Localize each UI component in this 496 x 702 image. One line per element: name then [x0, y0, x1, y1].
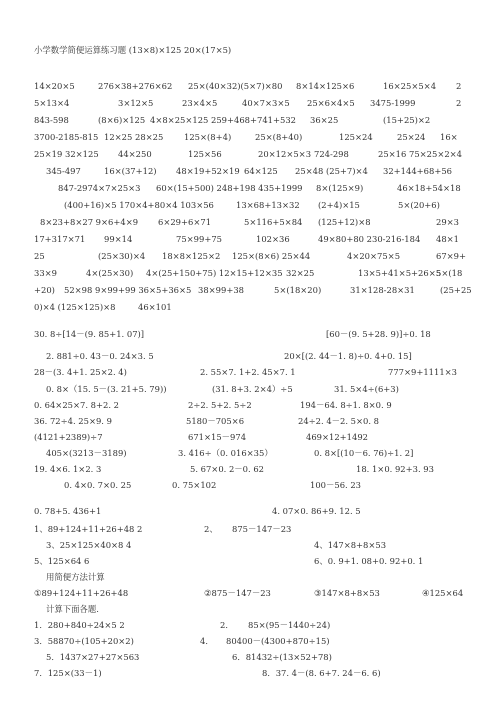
problem-text: 38×99+38: [198, 285, 245, 295]
problem-text: 4×20×75×5: [347, 251, 401, 261]
problem-text: 29×3: [436, 217, 460, 227]
problem-text: 13×5+41×5+26×5: [358, 268, 442, 278]
problem-line: [0, 447, 496, 459]
problem-text: 85×(95－1440÷24): [248, 620, 331, 630]
problem-text: 30. 8÷[14－(9. 85+1. 07)]: [34, 329, 145, 339]
problem-text: 6．81432÷(13×52+78): [232, 652, 332, 662]
problem-line: [0, 651, 496, 663]
problem-text: 405×(3213－3189): [46, 448, 127, 458]
problem-text: 4×(25+150+75) 12×15+12×35: [146, 268, 283, 278]
problem-line: [0, 182, 496, 194]
problem-text: (31. 8+3. 2×4）÷5: [212, 384, 293, 394]
problem-line: [0, 431, 496, 443]
problem-text: 4. 07×0. 86+9. 12. 5: [272, 506, 361, 516]
problem-text: 0)×4 (125×125)×8: [34, 302, 116, 312]
problem-text: 25×24: [397, 132, 426, 142]
problem-text: 4×(25×30): [86, 268, 134, 278]
problem-text: 52×98 9×99+99 36×5+36×5: [64, 285, 192, 295]
problem-text: 5．1437×27+27×563: [46, 652, 140, 662]
problem-text: 0. 8×[(10－6. 76)÷1. 2]: [314, 448, 414, 458]
problem-text: 25×(8+40): [255, 132, 303, 142]
problem-text: 44×250: [118, 149, 152, 159]
problem-line: [0, 366, 496, 378]
problem-text: 64×125: [244, 166, 278, 176]
problem-text: (15+25)×2: [383, 115, 431, 125]
problem-line: [0, 587, 496, 599]
problem-text: 2、: [204, 524, 218, 534]
problem-text: 用简便方法计算: [46, 572, 105, 582]
problem-text: (2+4)×15: [318, 200, 360, 210]
problem-text: 5. 67×0. 2－0. 62: [190, 464, 264, 474]
problem-text: 2: [456, 81, 462, 91]
problem-text: 4×8×25×125 259+468+741+532: [150, 115, 297, 125]
problem-text: 5、125×64 6: [34, 556, 90, 566]
problem-line: [0, 523, 496, 535]
problem-text: 469×12+1492: [306, 432, 368, 442]
problem-text: 4．: [200, 636, 214, 646]
problem-text: [60－(9. 5+28. 9)]÷0. 18: [326, 329, 431, 339]
problem-text: 25×6×4×5: [307, 98, 355, 108]
problem-text: 125×(8+4): [184, 132, 232, 142]
problem-text: 276×38+276×62: [98, 81, 173, 91]
problem-text: 24÷2. 4－2. 5×0. 8: [298, 416, 380, 426]
problem-text: 23×4×5: [182, 98, 218, 108]
problem-line: [0, 165, 496, 177]
problem-text: 194－64. 8÷1. 8×0. 9: [300, 400, 392, 410]
problem-text: (125+12)×8: [318, 217, 371, 227]
problem-line: [0, 603, 496, 615]
problem-text: 28－(3. 4+1. 25×2. 4): [34, 367, 127, 377]
title-text: 小学数学简便运算练习题 (13×8)×125 20×(17×5): [34, 45, 232, 55]
problem-line: [0, 301, 496, 313]
problem-text: 67×9+: [436, 251, 467, 261]
problem-text: 1．280+840÷24×5 2: [34, 620, 125, 630]
problem-text: 724-298: [314, 149, 349, 159]
problem-text: (25×30)×4: [98, 251, 146, 261]
problem-text: 32+144+68+56: [383, 166, 453, 176]
problem-text: 99×14: [104, 234, 133, 244]
problem-text: ④125×64: [422, 588, 464, 598]
problem-line: [0, 267, 496, 279]
problem-text: 25×16 75×25×2×4: [378, 149, 463, 159]
problem-line: [0, 619, 496, 631]
problem-text: 19. 4×6. 1×2. 3: [34, 464, 102, 474]
problem-text: 16×: [440, 132, 458, 142]
problem-text: 5×(20+6): [398, 200, 440, 210]
problem-text: 5×(18: [436, 268, 463, 278]
problem-line: [0, 148, 496, 160]
problem-text: 5180－705×6: [186, 416, 245, 426]
problem-text: 20×12×5×3: [258, 149, 312, 159]
problem-line: [0, 667, 496, 679]
problem-text: 33×9: [34, 268, 58, 278]
problem-text: ③147×8+8×53: [314, 588, 380, 598]
problem-text: 32×25: [286, 268, 315, 278]
problem-text: 2．: [220, 620, 234, 630]
problem-text: 1、89+124+11+26+48 2: [34, 524, 143, 534]
problem-line: [0, 350, 496, 362]
problem-text: 16×25×5×4: [383, 81, 437, 91]
problem-text: 75×99+75: [176, 234, 223, 244]
problem-text: 3．58870÷(105+20×2): [34, 636, 134, 646]
problem-text: (25+25: [440, 285, 472, 295]
problem-text: 125×(8×6) 25×44: [232, 251, 311, 261]
problem-line: [0, 635, 496, 647]
worksheet-title: [0, 44, 496, 56]
problem-text: 8×(125×9): [316, 183, 364, 193]
problem-text: 4、147×8+8×53: [314, 540, 387, 550]
problem-text: 25×(40×32)(5×7)×80: [188, 81, 283, 91]
problem-text: 100－56. 23: [310, 480, 361, 490]
problem-text: 2÷2. 5+2. 5÷2: [188, 400, 252, 410]
problem-text: 3475-1999: [370, 98, 416, 108]
problem-text: (4121+2389)÷7: [34, 432, 103, 442]
problem-text: 7．125×(33－1): [34, 668, 102, 678]
problem-line: [0, 233, 496, 245]
problem-line: [0, 383, 496, 395]
problem-text: 13×68+13×32: [236, 200, 300, 210]
problem-text: 843-598: [34, 115, 69, 125]
problem-text: 20×[(2. 44－1. 8)÷0. 4+0. 15]: [284, 351, 412, 361]
problem-text: 14×20×5: [34, 81, 75, 91]
problem-text: 18. 1×0. 92+3. 93: [356, 464, 434, 474]
problem-text: 8×14×125×6: [296, 81, 355, 91]
problem-text: 847-2974×7×25×3: [58, 183, 141, 193]
problem-line: [0, 463, 496, 475]
problem-line: [0, 97, 496, 109]
problem-text: 46×18+54×18: [397, 183, 461, 193]
problem-text: 875－147－23: [232, 524, 292, 534]
problem-text: 6、0. 9+1. 08+0. 92+0. 1: [314, 556, 424, 566]
problem-line: [0, 571, 496, 583]
problem-text: (8×6)×125: [98, 115, 146, 125]
problem-line: [0, 131, 496, 143]
problem-text: 345-497: [46, 166, 81, 176]
problem-text: 25: [34, 251, 45, 261]
problem-text: 18×8×125×2: [162, 251, 221, 261]
problem-text: 16×(37+12): [104, 166, 157, 176]
problem-text: 36×25: [310, 115, 339, 125]
problem-text: 0. 8×（15. 5－(3. 21+5. 79)): [46, 384, 167, 394]
problem-line: [0, 114, 496, 126]
problem-line: [0, 399, 496, 411]
problem-text: 0. 75×102: [172, 480, 217, 490]
problem-line: [0, 284, 496, 296]
problem-text: ②875－147－23: [204, 588, 271, 598]
problem-text: ①89+124+11+26+48: [34, 588, 129, 598]
problem-text: 0. 4×0. 7×0. 25: [64, 480, 132, 490]
problem-text: 5×13×4: [34, 98, 70, 108]
problem-text: 5×(18×20): [274, 285, 322, 295]
problem-text: 125×56: [188, 149, 222, 159]
problem-text: 8．37. 4－(8. 6+7. 24－6. 6): [262, 668, 381, 678]
problem-text: 12×25 28×25: [104, 132, 164, 142]
problem-text: 6×29+6×71: [158, 217, 212, 227]
problem-text: 3. 416÷（0. 016×35）: [178, 448, 273, 458]
problem-text: 49×80+80 230-216-184: [318, 234, 421, 244]
problem-text: 计算下面各题.: [46, 604, 99, 614]
problem-text: (400+16)×5 170×4+80×4 103×56: [64, 200, 214, 210]
problem-line: [0, 80, 496, 92]
problem-line: [0, 555, 496, 567]
problem-text: 48×19+52×19: [176, 166, 240, 176]
problem-text: 36. 72÷4. 25×9. 9: [34, 416, 112, 426]
problem-text: 125×24: [339, 132, 373, 142]
problem-text: 80400－(4300+870÷15): [226, 636, 330, 646]
problem-text: 48×1: [436, 234, 460, 244]
problem-text: 102×36: [256, 234, 290, 244]
problem-text: 3、25×125×40×8 4: [46, 540, 132, 550]
problem-text: 31×128-28×31: [350, 285, 415, 295]
problem-text: 777×9+1111×3: [388, 367, 458, 377]
problem-line: [0, 199, 496, 211]
problem-line: [0, 479, 496, 491]
problem-text: +20): [34, 285, 55, 295]
problem-line: [0, 539, 496, 551]
problem-text: 5×116+5×84: [244, 217, 303, 227]
problem-text: 60×(15+500) 248+198 435+1999: [156, 183, 303, 193]
problem-text: 3×12×5: [118, 98, 154, 108]
problem-line: [0, 415, 496, 427]
problem-text: 2. 881÷0. 43－0. 24×3. 5: [46, 351, 154, 361]
problem-text: 0. 64×25×7. 8+2. 2: [34, 400, 119, 410]
problem-line: [0, 505, 496, 517]
problem-text: 2: [456, 98, 462, 108]
problem-text: 25×19 32×125: [34, 149, 99, 159]
problem-text: 46×101: [138, 302, 172, 312]
problem-text: 25×48 (25+7)×4: [295, 166, 368, 176]
problem-text: 2. 55×7. 1+2. 45×7. 1: [200, 367, 296, 377]
problem-line: [0, 216, 496, 228]
problem-text: 0. 78+5. 436+1: [34, 506, 102, 516]
problem-text: 40×7×3×5: [242, 98, 290, 108]
problem-text: 31. 5×4÷(6+3): [334, 384, 399, 394]
problem-text: 671×15－974: [188, 432, 247, 442]
problem-text: 3700-2185-815: [34, 132, 99, 142]
problem-line: [0, 328, 496, 340]
problem-text: 8×23+8×27 9×6+4×9: [40, 217, 139, 227]
problem-line: [0, 250, 496, 262]
problem-text: 17+317×71: [34, 234, 86, 244]
